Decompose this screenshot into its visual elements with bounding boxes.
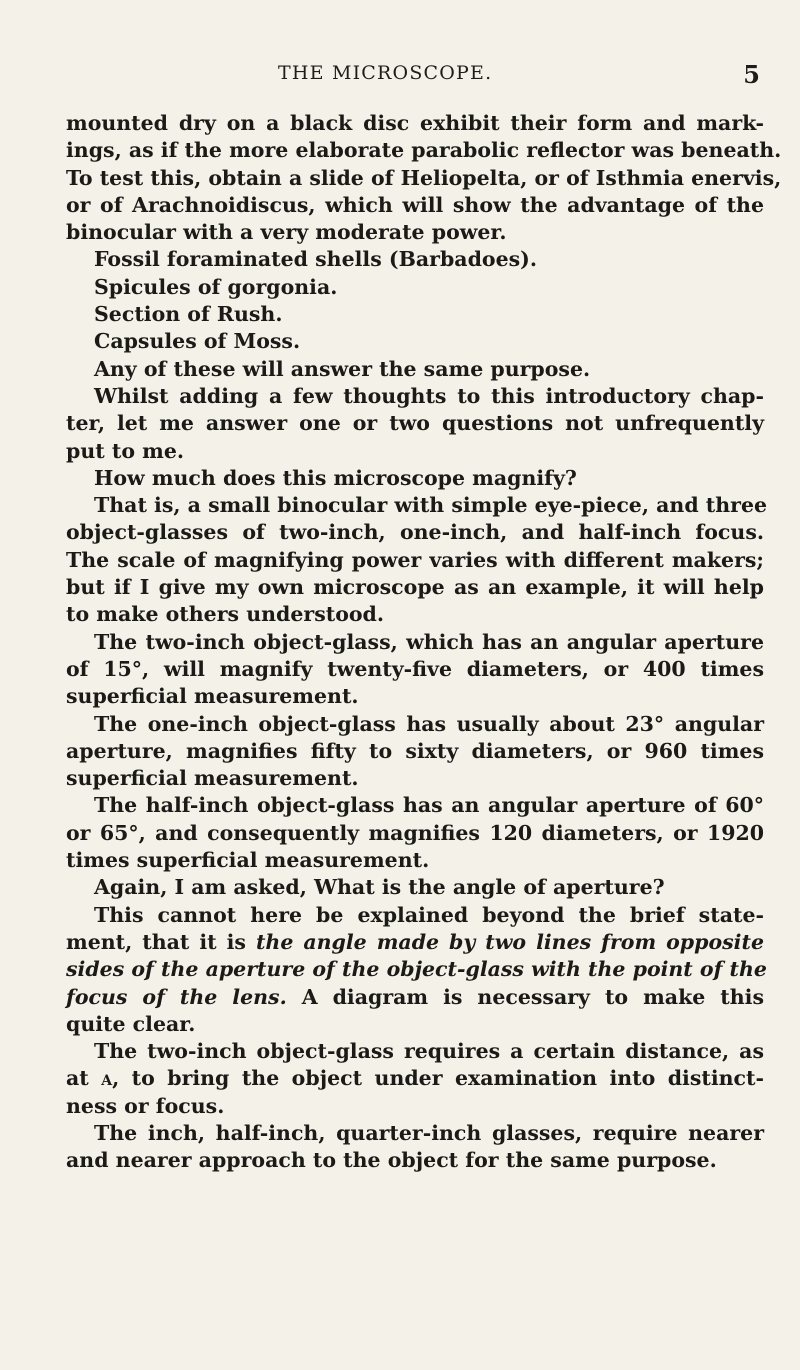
text-line: aperture, magnifies fifty to sixty diameters, or 960 times [66,738,764,763]
running-title: THE MICROSCOPE. [278,62,493,84]
figure-reference-letter: a [101,1066,113,1091]
text-segment: A diagram is necessary to make this [286,984,765,1009]
text-segment: , to bring the object under examination into distinct- [112,1066,765,1091]
text-segment: ment, that it is [66,929,256,954]
text-line: To test this, obtain a slide of Heliopelta, or of Isthmia enervis, [66,165,782,190]
text-segment: at [66,1066,102,1091]
text-line [66,929,764,956]
text-line: ter, let me answer one or two questions not unfrequently [66,411,764,436]
text-line: and nearer approach to the object for the same purpose. [66,1148,717,1173]
text-line: but if I give my own microscope as an example, it will help [66,575,764,600]
body-text [66,110,782,1175]
text-line: Section of Rush. [94,302,283,327]
text-line: times superficial measurement. [66,848,430,873]
italic-definition: focus of the lens. [66,984,287,1009]
text-line: The one-inch object-glass has usually about 23° angular [94,711,764,736]
text-line: The two-inch object-glass, which has an angular aperture [94,629,764,654]
text-line: Capsules of Moss. [94,329,301,354]
text-line: ness or focus. [66,1093,225,1118]
text-line: This cannot here be explained beyond the brief state- [94,902,764,927]
text-line: Fossil foraminated shells (Barbadoes). [94,247,538,272]
page-header [66,62,760,92]
text-line: That is, a small binocular with simple eye-piece, and three [94,493,768,518]
italic-definition: the angle made by two lines from opposite [255,929,764,954]
text-line: binocular with a very moderate power. [66,220,507,245]
text-line: Any of these will answer the same purpose. [94,356,591,381]
text-line [66,956,767,983]
text-line: quite clear. [66,1011,196,1036]
text-line: object-glasses of two-inch, one-inch, and half-inch focus. [66,520,764,545]
text-line: The two-inch object-glass requires a certain distance, as [94,1039,764,1064]
text-line: The half-inch object-glass has an angular aperture of 60° [94,793,764,818]
text-line: Whilst adding a few thoughts to this introductory chap- [94,383,764,408]
text-line: to make others understood. [66,602,385,627]
text-line: superficial measurement. [66,766,359,791]
text-line: or 65°, and consequently magnifies 120 diameters, or 1920 [66,820,764,845]
text-line [66,1065,764,1092]
text-line: Spicules of gorgonia. [94,274,338,299]
text-line [66,984,764,1011]
text-line: superficial measurement. [66,684,359,709]
text-line: The inch, half-inch, quarter-inch glasses, require nearer [94,1120,764,1145]
text-line: Again, I am asked, What is the angle of aperture? [94,875,665,900]
text-line: of 15°, will magnify twenty-five diameters, or 400 times [66,656,764,681]
text-line: put to me. [66,438,184,463]
text-line: ings, as if the more elaborate parabolic reflector was beneath. [66,138,782,163]
text-line: or of Arachnoidiscus, which will show the advantage of the [66,192,764,217]
text-line: The scale of magnifying power varies with different makers; [66,547,764,572]
text-line: How much does this microscope magnify? [94,465,577,490]
italic-definition: sides of the aperture of the object-glass with the point of the [66,957,767,982]
page-number: 5 [743,60,760,89]
text-line: mounted dry on a black disc exhibit their form and mark- [66,111,764,135]
